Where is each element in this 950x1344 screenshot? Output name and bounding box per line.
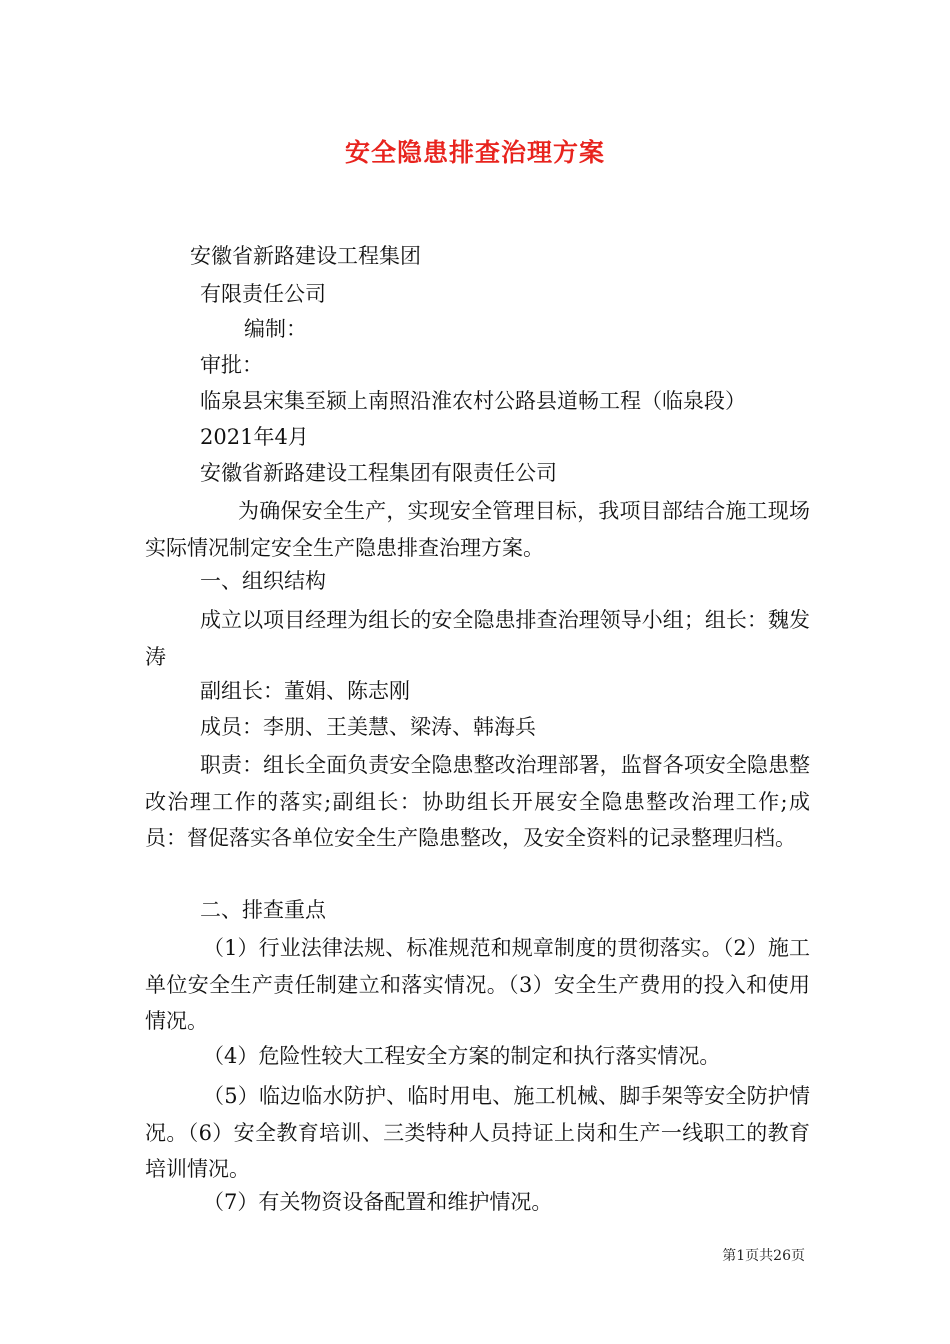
company-line-1: 安徽省新路建设工程集团 (190, 244, 421, 268)
section-1-paragraph-1: 成立以项目经理为组长的安全隐患排查治理领导小组；组长：魏发涛 (145, 608, 810, 669)
section-2-paragraph-1: （1）行业法律法规、标准规范和规章制度的贯彻落实。（2）施工单位安全生产责任制建立和落实情况。（3）安全生产费用的投入和使用情况。 (145, 936, 810, 1033)
section-2-paragraph-2: （4）危险性较大工程安全方案的制定和执行落实情况。 (203, 1044, 721, 1068)
section-1-heading: 一、组织结构 (200, 569, 326, 593)
document-title: 安全隐患排查治理方案 (344, 138, 605, 167)
section-2-paragraph-3: （5）临边临水防护、临时用电、施工机械、脚手架等安全防护情况。（6）安全教育培训、三类特种人员持证上岗和生产一线职工的教育培训情况。 (145, 1084, 810, 1181)
section-1-paragraph-3: 成员：李朋、王美慧、梁涛、韩海兵 (200, 715, 536, 739)
compiled-by-label: 编制： (244, 317, 307, 341)
page-number-footer: 第1页共26页 (722, 1248, 805, 1264)
section-2-heading: 二、排查重点 (200, 898, 326, 922)
company-line-2: 有限责任公司 (200, 282, 326, 306)
intro-paragraph: 为确保安全生产，实现安全管理目标，我项目部结合施工现场实际情况制定安全生产隐患排查治理方案。 (145, 499, 810, 560)
section-1-paragraph-4: 职责：组长全面负责安全隐患整改治理部署，监督各项安全隐患整改治理工作的落实;副组长：协助组长开展安全隐患整改治理工作;成员：督促落实各单位安全生产隐患整改，及安全资料的记录整理归档。 (145, 753, 810, 850)
section-2-paragraph-4: （7）有关物资设备配置和维护情况。 (203, 1190, 553, 1214)
company-full-name: 安徽省新路建设工程集团有限责任公司 (200, 461, 557, 485)
section-1-paragraph-2: 副组长：董娟、陈志刚 (200, 679, 410, 703)
document-date: 2021年4月 (200, 425, 309, 449)
approved-by-label: 审批： (200, 353, 263, 377)
project-name: 临泉县宋集至颍上南照沿淮农村公路县道畅工程（临泉段） (200, 389, 746, 413)
